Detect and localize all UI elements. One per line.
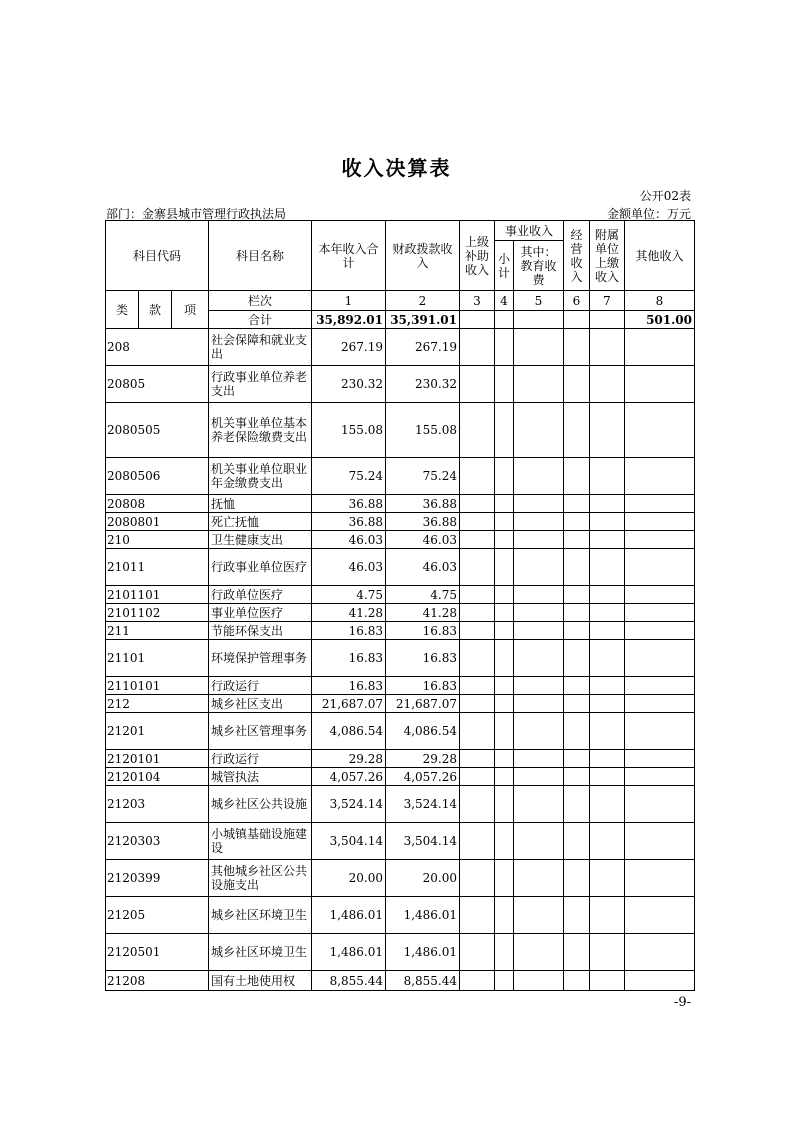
- row-name: 抚恤: [209, 495, 312, 513]
- empty-cell: [564, 329, 590, 366]
- row-code: 21208: [106, 971, 209, 991]
- empty-cell: [460, 329, 495, 366]
- row-code: 2120501: [106, 934, 209, 971]
- empty-cell: [514, 750, 564, 768]
- row-name: 死亡抚恤: [209, 513, 312, 531]
- empty-cell: [495, 860, 514, 897]
- empty-cell: [460, 823, 495, 860]
- empty-cell: [514, 513, 564, 531]
- row-code: 2120303: [106, 823, 209, 860]
- table-row: [106, 495, 695, 513]
- empty-cell: [495, 971, 514, 991]
- empty-cell: [625, 971, 695, 991]
- row-code: 2110101: [106, 677, 209, 695]
- income-table: [105, 220, 695, 991]
- table-row: [106, 329, 695, 366]
- row-name: 国有土地使用权: [209, 971, 312, 991]
- row-total: 267.19: [312, 329, 386, 366]
- header-operating: 经营收入: [564, 221, 590, 291]
- row-fiscal: 4,086.54: [386, 713, 460, 750]
- empty-cell: [495, 750, 514, 768]
- row-total: 4,057.26: [312, 768, 386, 786]
- empty-cell: [495, 677, 514, 695]
- row-name: 机关事业单位职业年金缴费支出: [209, 458, 312, 495]
- empty-cell: [564, 458, 590, 495]
- empty-cell: [460, 458, 495, 495]
- empty-cell: [590, 640, 625, 677]
- row-name: 行政事业单位医疗: [209, 549, 312, 586]
- empty-cell: [460, 934, 495, 971]
- empty-cell: [514, 329, 564, 366]
- header-fiscal: 财政拨款收入: [386, 221, 460, 291]
- row-name: 节能环保支出: [209, 622, 312, 640]
- row-fiscal: 4.75: [386, 586, 460, 604]
- empty-cell: [495, 934, 514, 971]
- empty-cell: [625, 823, 695, 860]
- empty-cell: [495, 513, 514, 531]
- empty-cell: [625, 622, 695, 640]
- empty-cell: [495, 622, 514, 640]
- empty-cell: [625, 750, 695, 768]
- total-row-total: 35,892.01: [312, 311, 386, 329]
- empty-cell: [460, 897, 495, 934]
- row-fiscal: 155.08: [386, 403, 460, 458]
- empty-cell: [625, 403, 695, 458]
- empty-cell: [495, 586, 514, 604]
- empty-cell: [625, 366, 695, 403]
- empty-cell: [495, 458, 514, 495]
- row-fiscal: 1,486.01: [386, 897, 460, 934]
- empty-cell: [625, 586, 695, 604]
- empty-cell: [564, 549, 590, 586]
- empty-cell: [514, 366, 564, 403]
- empty-cell: [590, 713, 625, 750]
- row-code: 21201: [106, 713, 209, 750]
- col-num-8: 8: [625, 291, 695, 311]
- empty-cell: [495, 823, 514, 860]
- row-fiscal: 3,504.14: [386, 823, 460, 860]
- table-row: [106, 695, 695, 713]
- empty-cell: [625, 677, 695, 695]
- header-xiang: 项: [172, 291, 209, 329]
- empty-cell: [460, 531, 495, 549]
- empty-cell: [590, 860, 625, 897]
- empty-cell: [460, 971, 495, 991]
- row-fiscal: 21,687.07: [386, 695, 460, 713]
- row-code: 212: [106, 695, 209, 713]
- empty-cell: [625, 934, 695, 971]
- empty-cell: [590, 586, 625, 604]
- row-fiscal: 16.83: [386, 622, 460, 640]
- department-label: 部门：金寨县城市管理行政执法局: [106, 207, 287, 221]
- empty-cell: [590, 513, 625, 531]
- header-kuan: 款: [139, 291, 172, 329]
- row-code: 2101101: [106, 586, 209, 604]
- empty-cell: [514, 768, 564, 786]
- empty-cell: [625, 531, 695, 549]
- empty-cell: [514, 495, 564, 513]
- table-row: [106, 622, 695, 640]
- header-business-education: 其中：教育收费: [514, 241, 564, 291]
- page-title: 收入决算表: [341, 156, 452, 180]
- row-name: 城乡社区公共设施: [209, 786, 312, 823]
- empty-cell: [514, 713, 564, 750]
- row-name: 行政运行: [209, 677, 312, 695]
- col-num-2: 2: [386, 291, 460, 311]
- row-total: 8,855.44: [312, 971, 386, 991]
- empty-cell: [460, 713, 495, 750]
- empty-cell: [625, 897, 695, 934]
- table-row: [106, 768, 695, 786]
- row-name: 城乡社区环境卫生: [209, 934, 312, 971]
- row-fiscal: 4,057.26: [386, 768, 460, 786]
- empty-cell: [514, 786, 564, 823]
- empty-cell: [460, 495, 495, 513]
- row-name: 城乡社区管理事务: [209, 713, 312, 750]
- row-total: 21,687.07: [312, 695, 386, 713]
- row-fiscal: 41.28: [386, 604, 460, 622]
- header-lei: 类: [106, 291, 139, 329]
- row-total: 20.00: [312, 860, 386, 897]
- total-row-other: 501.00: [625, 311, 695, 329]
- table-row: [106, 403, 695, 458]
- empty-cell: [460, 622, 495, 640]
- empty-cell: [495, 713, 514, 750]
- empty-cell: [564, 934, 590, 971]
- empty-cell: [564, 604, 590, 622]
- table-row: [106, 586, 695, 604]
- empty-cell: [495, 695, 514, 713]
- table-row: [106, 549, 695, 586]
- table-row: [106, 640, 695, 677]
- row-total: 16.83: [312, 622, 386, 640]
- header-other: 其他收入: [625, 221, 695, 291]
- empty-cell: [460, 640, 495, 677]
- empty-cell: [460, 513, 495, 531]
- empty-cell: [590, 768, 625, 786]
- col-num-6: 6: [564, 291, 590, 311]
- empty-cell: [495, 329, 514, 366]
- empty-cell: [564, 860, 590, 897]
- row-total: 1,486.01: [312, 934, 386, 971]
- row-fiscal: 29.28: [386, 750, 460, 768]
- empty-cell: [590, 622, 625, 640]
- empty-cell: [460, 750, 495, 768]
- header-business-income: 事业收入: [495, 221, 564, 241]
- row-fiscal: 46.03: [386, 531, 460, 549]
- row-code: 21101: [106, 640, 209, 677]
- row-code: 21011: [106, 549, 209, 586]
- empty-cell: [460, 786, 495, 823]
- empty-cell: [590, 604, 625, 622]
- row-name: 卫生健康支出: [209, 531, 312, 549]
- empty-cell: [625, 640, 695, 677]
- empty-cell: [590, 677, 625, 695]
- empty-cell: [495, 604, 514, 622]
- row-total: 16.83: [312, 640, 386, 677]
- empty-cell: [460, 768, 495, 786]
- row-fiscal: 1,486.01: [386, 934, 460, 971]
- empty-cell: [460, 677, 495, 695]
- row-code: 210: [106, 531, 209, 549]
- empty-cell: [460, 549, 495, 586]
- empty-cell: [564, 531, 590, 549]
- empty-cell: [564, 786, 590, 823]
- empty-cell: [514, 549, 564, 586]
- empty-cell: [625, 768, 695, 786]
- table-row: [106, 860, 695, 897]
- row-total: 4,086.54: [312, 713, 386, 750]
- empty-cell: [514, 458, 564, 495]
- empty-cell: [564, 971, 590, 991]
- empty-cell: [625, 695, 695, 713]
- empty-cell: [625, 458, 695, 495]
- empty-cell: [564, 823, 590, 860]
- table-row: [106, 458, 695, 495]
- empty-cell: [590, 549, 625, 586]
- empty-cell: [625, 329, 695, 366]
- empty-cell: [625, 713, 695, 750]
- empty-cell: [590, 531, 625, 549]
- empty-cell: [514, 531, 564, 549]
- table-row: [106, 713, 695, 750]
- row-fiscal: 8,855.44: [386, 971, 460, 991]
- empty-cell: [495, 549, 514, 586]
- row-name: 机关事业单位基本养老保险缴费支出: [209, 403, 312, 458]
- row-total: 3,504.14: [312, 823, 386, 860]
- row-name: 其他城乡社区公共设施支出: [209, 860, 312, 897]
- row-name: 社会保障和就业支出: [209, 329, 312, 366]
- empty-cell: [590, 786, 625, 823]
- empty-cell: [514, 622, 564, 640]
- row-code: 20805: [106, 366, 209, 403]
- empty-cell: [460, 695, 495, 713]
- row-code: 2120101: [106, 750, 209, 768]
- header-column-order: 栏次: [209, 291, 312, 311]
- total-row-label: 合计: [209, 311, 312, 329]
- row-name: 环境保护管理事务: [209, 640, 312, 677]
- row-name: 城乡社区支出: [209, 695, 312, 713]
- empty-cell: [495, 768, 514, 786]
- row-code: 211: [106, 622, 209, 640]
- empty-cell: [625, 860, 695, 897]
- empty-cell: [495, 403, 514, 458]
- empty-cell: [590, 695, 625, 713]
- col-num-4: 4: [495, 291, 514, 311]
- row-total: 155.08: [312, 403, 386, 458]
- empty-cell: [495, 640, 514, 677]
- empty-cell: [625, 786, 695, 823]
- empty-cell: [590, 366, 625, 403]
- empty-cell: [625, 495, 695, 513]
- empty-cell: [564, 513, 590, 531]
- empty-cell: [514, 695, 564, 713]
- header-code: 科目代码: [106, 221, 209, 291]
- row-fiscal: 16.83: [386, 677, 460, 695]
- table-row: [106, 531, 695, 549]
- row-fiscal: 46.03: [386, 549, 460, 586]
- col-num-5: 5: [514, 291, 564, 311]
- row-code: 21203: [106, 786, 209, 823]
- empty-cell: [564, 640, 590, 677]
- empty-cell: [564, 677, 590, 695]
- empty-cell: [564, 695, 590, 713]
- row-code: 21205: [106, 897, 209, 934]
- unit-label: 金额单位：万元: [606, 207, 691, 221]
- col-num-7: 7: [590, 291, 625, 311]
- row-code: 2101102: [106, 604, 209, 622]
- header-affiliated: 附属单位上缴收入: [590, 221, 625, 291]
- empty-cell: [590, 971, 625, 991]
- page-number: -9-: [673, 995, 691, 1010]
- row-total: 75.24: [312, 458, 386, 495]
- table-row: [106, 513, 695, 531]
- row-total: 46.03: [312, 531, 386, 549]
- empty-cell: [590, 495, 625, 513]
- empty-cell: [590, 329, 625, 366]
- table-row: [106, 750, 695, 768]
- table-row: [106, 934, 695, 971]
- empty-cell: [495, 495, 514, 513]
- table-row: [106, 971, 695, 991]
- empty-cell: [514, 823, 564, 860]
- table-row: [106, 823, 695, 860]
- empty-cell: [564, 750, 590, 768]
- row-total: 1,486.01: [312, 897, 386, 934]
- empty-cell: [514, 677, 564, 695]
- empty-cell: [590, 897, 625, 934]
- empty-cell: [590, 934, 625, 971]
- empty-cell: [564, 622, 590, 640]
- col-num-3: 3: [460, 291, 495, 311]
- empty-cell: [625, 604, 695, 622]
- row-total: 29.28: [312, 750, 386, 768]
- table-row: [106, 366, 695, 403]
- row-total: 230.32: [312, 366, 386, 403]
- empty-cell: [514, 971, 564, 991]
- empty-cell: [514, 586, 564, 604]
- row-fiscal: 16.83: [386, 640, 460, 677]
- empty-cell: [495, 531, 514, 549]
- empty-cell: [514, 403, 564, 458]
- row-code: 2120399: [106, 860, 209, 897]
- total-row-fiscal: 35,391.01: [386, 311, 460, 329]
- row-fiscal: 36.88: [386, 513, 460, 531]
- row-fiscal: 36.88: [386, 495, 460, 513]
- empty-cell: [625, 513, 695, 531]
- empty-cell: [590, 458, 625, 495]
- empty-cell: [514, 604, 564, 622]
- empty-cell: [460, 366, 495, 403]
- header-business-subtotal: 小计: [495, 241, 514, 291]
- row-name: 行政单位医疗: [209, 586, 312, 604]
- row-total: 41.28: [312, 604, 386, 622]
- table-row: [106, 677, 695, 695]
- row-code: 2080506: [106, 458, 209, 495]
- empty-cell: [564, 495, 590, 513]
- empty-cell: [495, 366, 514, 403]
- row-total: 36.88: [312, 495, 386, 513]
- empty-cell: [590, 750, 625, 768]
- empty-cell: [460, 604, 495, 622]
- empty-cell: [564, 586, 590, 604]
- row-name: 小城镇基础设施建设: [209, 823, 312, 860]
- empty-cell: [625, 549, 695, 586]
- empty-cell: [564, 403, 590, 458]
- header-superior-subsidy: 上级补助收入: [460, 221, 495, 291]
- row-total: 4.75: [312, 586, 386, 604]
- header-name: 科目名称: [209, 221, 312, 291]
- row-name: 行政事业单位养老支出: [209, 366, 312, 403]
- empty-cell: [564, 713, 590, 750]
- empty-cell: [460, 860, 495, 897]
- row-fiscal: 267.19: [386, 329, 460, 366]
- empty-cell: [564, 768, 590, 786]
- row-code: 20808: [106, 495, 209, 513]
- row-code: 2080505: [106, 403, 209, 458]
- table-row: [106, 604, 695, 622]
- row-name: 城乡社区环境卫生: [209, 897, 312, 934]
- empty-cell: [460, 403, 495, 458]
- row-total: 16.83: [312, 677, 386, 695]
- form-number: 公开02表: [639, 189, 691, 203]
- row-fiscal: 75.24: [386, 458, 460, 495]
- row-code: 208: [106, 329, 209, 366]
- empty-cell: [460, 586, 495, 604]
- empty-cell: [590, 823, 625, 860]
- row-fiscal: 3,524.14: [386, 786, 460, 823]
- empty-cell: [514, 897, 564, 934]
- row-fiscal: 20.00: [386, 860, 460, 897]
- row-total: 36.88: [312, 513, 386, 531]
- row-total: 3,524.14: [312, 786, 386, 823]
- header-total-income: 本年收入合计: [312, 221, 386, 291]
- empty-cell: [564, 366, 590, 403]
- row-total: 46.03: [312, 549, 386, 586]
- empty-cell: [514, 860, 564, 897]
- empty-cell: [495, 786, 514, 823]
- table-row: [106, 786, 695, 823]
- row-name: 城管执法: [209, 768, 312, 786]
- row-name: 行政运行: [209, 750, 312, 768]
- row-code: 2080801: [106, 513, 209, 531]
- empty-cell: [514, 640, 564, 677]
- empty-cell: [590, 403, 625, 458]
- empty-cell: [514, 934, 564, 971]
- row-code: 2120104: [106, 768, 209, 786]
- col-num-1: 1: [312, 291, 386, 311]
- empty-cell: [495, 897, 514, 934]
- empty-cell: [564, 897, 590, 934]
- row-fiscal: 230.32: [386, 366, 460, 403]
- row-name: 事业单位医疗: [209, 604, 312, 622]
- table-row: [106, 897, 695, 934]
